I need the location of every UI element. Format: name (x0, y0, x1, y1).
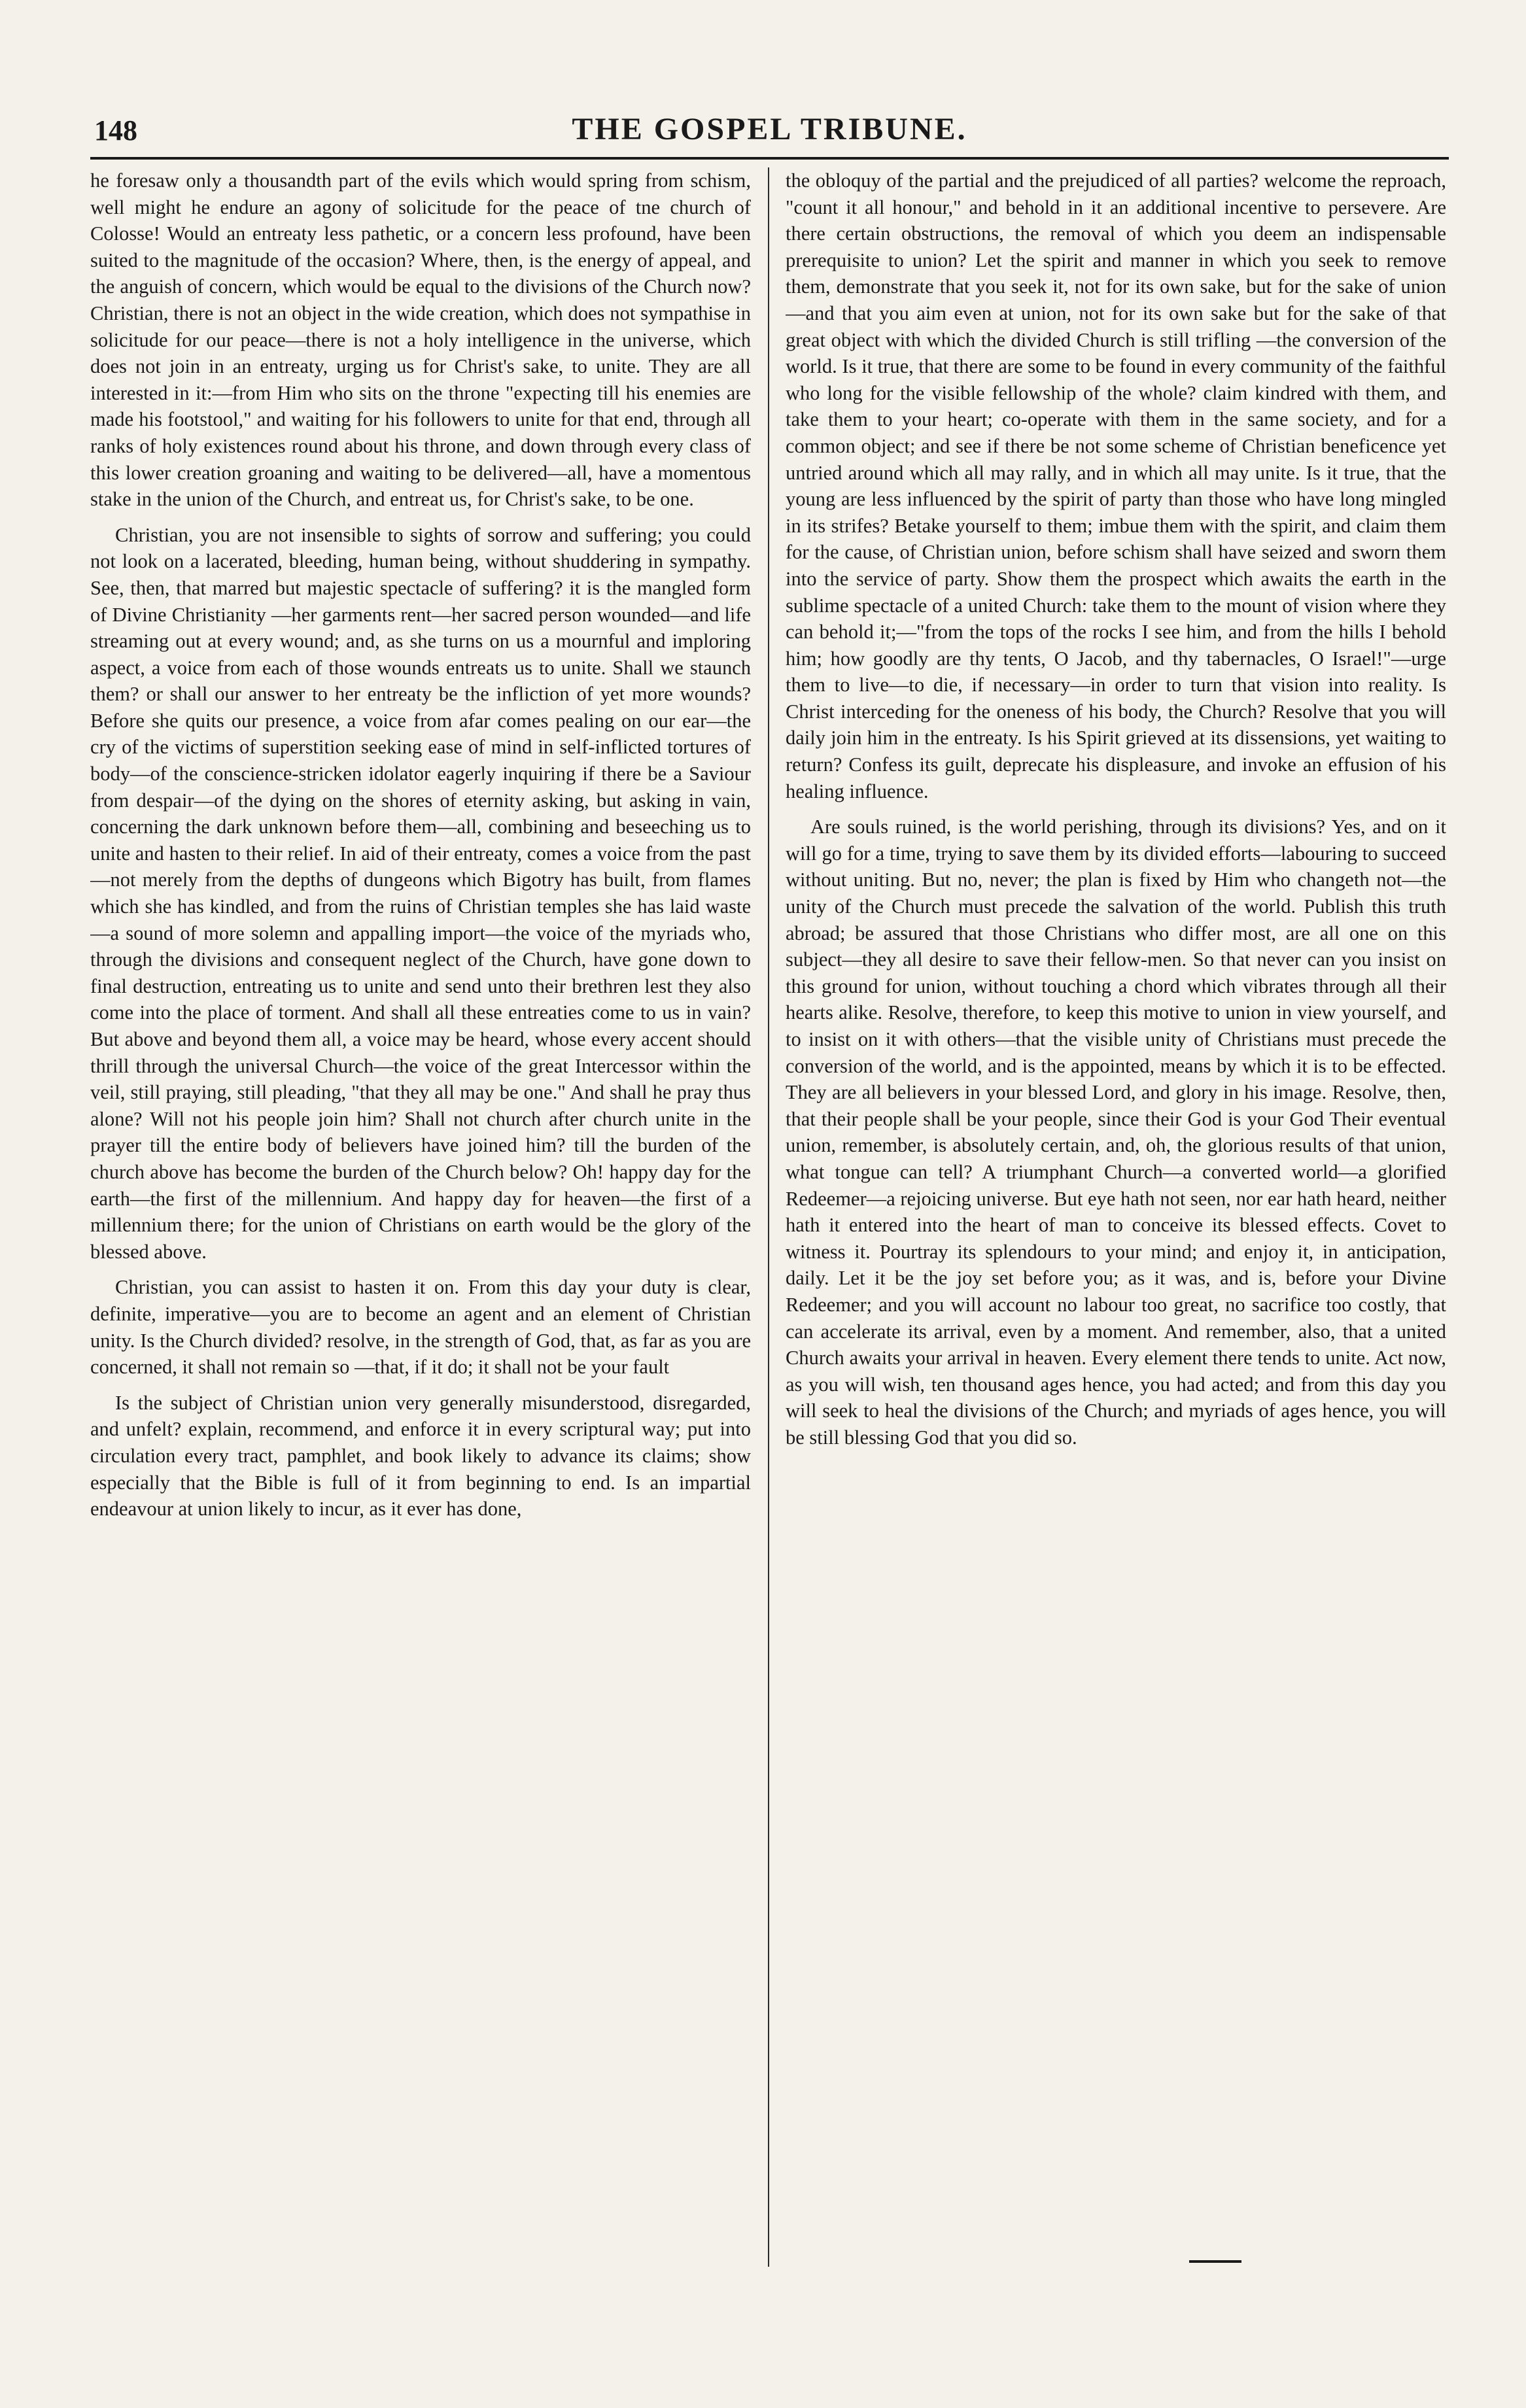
running-title: THE GOSPEL TRIBUNE. (572, 112, 967, 146)
paragraph: Are souls ruined, is the world perishing, through its divisions? Yes, and on it will go for a time, trying to save them by its divided efforts—labouring to succeed without uniting. But no, never; the plan is fixed by Him who changeth not—the unity of the Church must precede the salvation of the world. Publish this truth abroad; be assured that those Christians who differ most, are all one on this subject—they all desire to save their fellow-men. So that never can you insist on this ground for union, without touching a chord which vibrates through all their hearts alike. Resolve, therefore, to keep this motive to union in view yourself, and to insist on it with others—that the visible unity of Christians must precede the conversion of the world, and is the appointed, means by which it is to be effected. They are all believers in your blessed Lord, and glory in his image. Resolve, then, that their people shall be your people, since their God is your God Their eventual union, remember, is absolutely certain, and, oh, the glorious results of that union, what tongue can tell? A triumphant Church—a converted world—a glorified Redeemer—a rejoicing universe. But eye hath not seen, nor ear hath heard, neither hath it entered into the heart of man to conceive its blessed effects. Covet to witness it. Pourtray its splendours to your mind; and enjoy it, in anticipation, daily. Let it be the joy set before you; as it was, and is, before your Divine Redeemer; and you will account no labour too great, no sacrifice too costly, that can accelerate its arrival, even by a moment. And remember, also, that a united Church awaits your arrival in heaven. Every element there tends to unite. Act now, as you will wish, ten thousand ages hence, you had acted; and from this day you will seek to heal the divisions of the Church; and myriads of ages hence, you will be still blessing God that you did so. (786, 816, 1446, 1449)
page-number: 148 (94, 114, 137, 146)
left-column (90, 167, 751, 2371)
paragraph: the obloquy of the partial and the prejudiced of all parties? welcome the reproach, "count it all honour," and behold in it an additional incentive to persevere. Are there certain obstructions, the removal of which you deem an indispensable prerequisite to union? Let the spirit and manner in which you seek to remove them, demonstrate that you seek it, not for its own sake, but for the sake of union—and that you aim even at union, not for its own sake but for the sake of that great object with which the divided Church is still trifling —the conversion of the world. Is it true, that there are some to be found in every community of the faithful who long for the visible fellowship of the whole? claim kindred with them, and take them to your heart; co-operate with them in the same society, and for a common object; and see if there be not some scheme of Christian beneficence yet untried around which all may rally, and in which all may unite. Is it true, that the young are less influenced by the spirit of party than those who have long mingled in its strifes? Betake yourself to them; imbue them with the spirit, and claim them for the cause, of Christian union, before schism shall have seized and sworn them into the service of party. Show them the prospect which awaits the earth in the sublime spectacle of a united Church: take them to the mount of vision where they can behold it;—"from the tops of the rocks I see him, and from the hills I behold him; how goodly are thy tents, O Jacob, and thy tabernacles, O Israel!"—urge them to live—to die, if necessary—in order to turn that vision into reality. Is Christ interceding for the oneness of his body, the Church? Resolve that you will daily join him in the entreaty. Is his Spirit grieved at its dissensions, yet waiting to return? Confess its guilt, deprecate his displeasure, and invoke an effusion of his healing influence. (786, 169, 1446, 802)
paragraph: Christian, you can assist to hasten it on. From this day your duty is clear, definite, imperative—you are to become an agent and an element of Christian unity. Is the Church divided? resolve, in the strength of God, that, as far as you are concerned, it shall not remain so —that, if it do; it shall not be your fault (90, 1276, 751, 1379)
newspaper-page (90, 105, 1449, 2374)
right-column (786, 167, 1446, 2371)
paragraph: he foresaw only a thousandth part of the evils which would spring from schism, well might he endure an agony of solicitude for the peace of tne church of Colosse! Would an entreaty less pathetic, or a concern less profound, have been suited to the magnitude of the occasion? Where, then, is the energy of appeal, and the anguish of concern, which would be equal to the divisions of the Church now? Christian, there is not an object in the wide creation, which does not sympathise in solicitude for our peace—there is not a holy intelligence in the universe, which does not join in an entreaty, urging us for Christ's sake, to unite. They are all interested in it:—from Him who sits on the throne "expecting till his enemies are made his footstool," and waiting for his followers to unite for that end, through all ranks of holy existences round about his throne, and down through every class of this lower creation groaning and waiting to be delivered—all, have a momentous stake in the union of the Church, and entreat us, for Christ's sake, to be one. (90, 169, 751, 511)
page-header (90, 105, 1449, 160)
column-divider (768, 167, 769, 2267)
paragraph: Is the subject of Christian union very generally misunderstood, disregarded, and unfelt? explain, recommend, and enforce it in every scriptural way; put into circulation every tract, pamphlet, and book likely to advance its claims; show especially that the Bible is full of it from beginning to end. Is an impartial endeavour at union likely to incur, as it ever has done, (90, 1391, 751, 1521)
text-columns (90, 167, 1449, 2371)
paragraph: Christian, you are not insensible to sights of sorrow and suffering; you could not look on a lacerated, bleeding, human being, without shuddering in sympathy. See, then, that marred but majestic spectacle of suffering? it is the mangled form of Divine Christianity —her garments rent—her sacred person wounded—and life streaming out at every wound; and, as she turns on us a mournful and imploring aspect, a voice from each of those wounds entreats us to unite. Shall we staunch them? or shall our answer to her entreaty be the infliction of yet more wounds? Before she quits our presence, a voice from afar comes pealing on our ear—the cry of the victims of superstition seeking ease of mind in self-inflicted tortures of body—of the conscience-stricken idolator eagerly inquiring if there be a Saviour from despair—of the dying on the shores of eternity asking, but asking in vain, concerning the dark unknown before them—all, combining and beseeching us to unite and hasten to their relief. In aid of their entreaty, comes a voice from the past—not merely from the depths of dungeons which Bigotry has built, from flames which she has kindled, and from the ruins of Christian temples she has laid waste —a sound of more solemn and appalling import—the voice of the myriads who, through the divisions and consequent neglect of the Church, have gone down to final destruction, entreating us to unite and send unto their brethren lest they also come into the place of torment. And shall all these entreaties come to us in vain? But above and beyond them all, a voice may be heard, whose every accent should thrill through the universal Church—the voice of the great Intercessor within the veil, still praying, still pleading, "that they all may be one." And shall he pray thus alone? Will not his people join him? Shall not church after church unite in the prayer till the entire body of believers have joined him? till the burden of the church above has become the burden of the Church below? Oh! happy day for the earth—the first of the millennium. And happy day for heaven—the first of a millennium there; for the union of Christians on earth would be the glory of the blessed above. (90, 523, 751, 1263)
end-rule (1189, 2260, 1241, 2263)
